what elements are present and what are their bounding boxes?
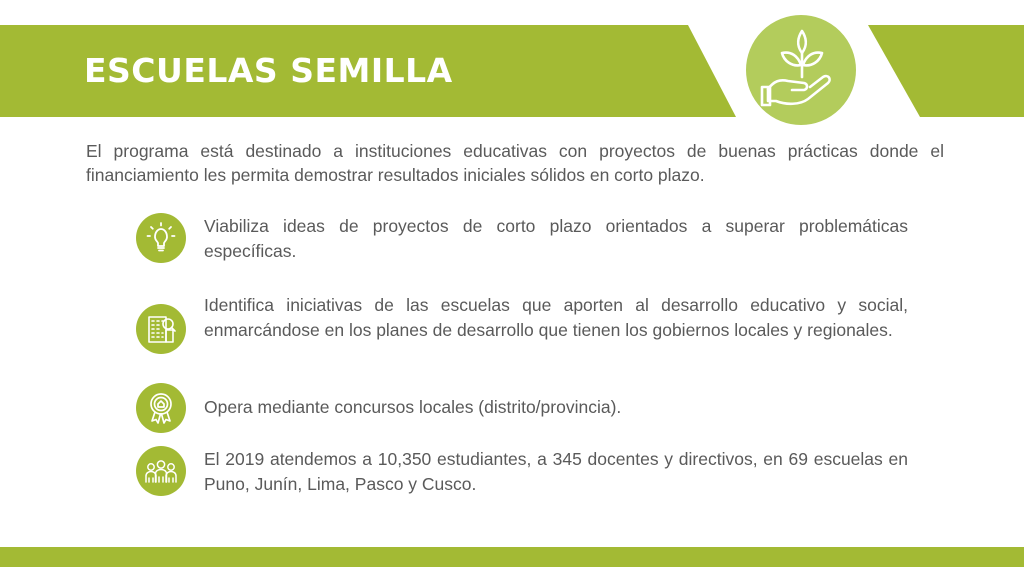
building-search-icon bbox=[136, 304, 186, 354]
bullet-text: Opera mediante concursos locales (distrito/provincia). bbox=[204, 397, 622, 417]
footer-band bbox=[0, 547, 1024, 567]
bullet-icon-circle bbox=[136, 304, 186, 354]
bullet-icon-circle bbox=[136, 383, 186, 433]
bullet-icon-circle bbox=[136, 446, 186, 496]
logo-badge bbox=[743, 12, 859, 128]
bullet-text: Identifica iniciativas de las escuelas que aporten al desarrollo educativo y social, enmarcándose en los planes de desarrollo que tienen los gobiernos locales y regionales. bbox=[204, 295, 908, 340]
award-medal-icon bbox=[136, 383, 186, 433]
bullet-item bbox=[136, 290, 916, 370]
bullet-text: Viabiliza ideas de proyectos de corto plazo orientados a superar problemáticas específicas. bbox=[204, 216, 908, 261]
bullet-item bbox=[136, 383, 916, 433]
people-group-icon bbox=[136, 446, 186, 496]
lightbulb-icon bbox=[136, 213, 186, 263]
bullet-text: El 2019 atendemos a 10,350 estudiantes, a 345 docentes y directivos, en 69 escuelas en Puno, Junín, Lima, Pasco y Cusco. bbox=[204, 449, 908, 494]
hand-sprout-icon bbox=[746, 15, 856, 125]
bullet-item bbox=[136, 444, 916, 500]
bullet-item bbox=[136, 211, 916, 267]
intro-paragraph: El programa está destinado a instituciones educativas con proyectos de buenas prácticas donde el financiamiento les permita demostrar resultados iniciales sólidos en corto plazo. bbox=[86, 141, 944, 185]
page-title: ESCUELAS SEMILLA bbox=[84, 51, 453, 90]
bullet-icon-circle bbox=[136, 213, 186, 263]
